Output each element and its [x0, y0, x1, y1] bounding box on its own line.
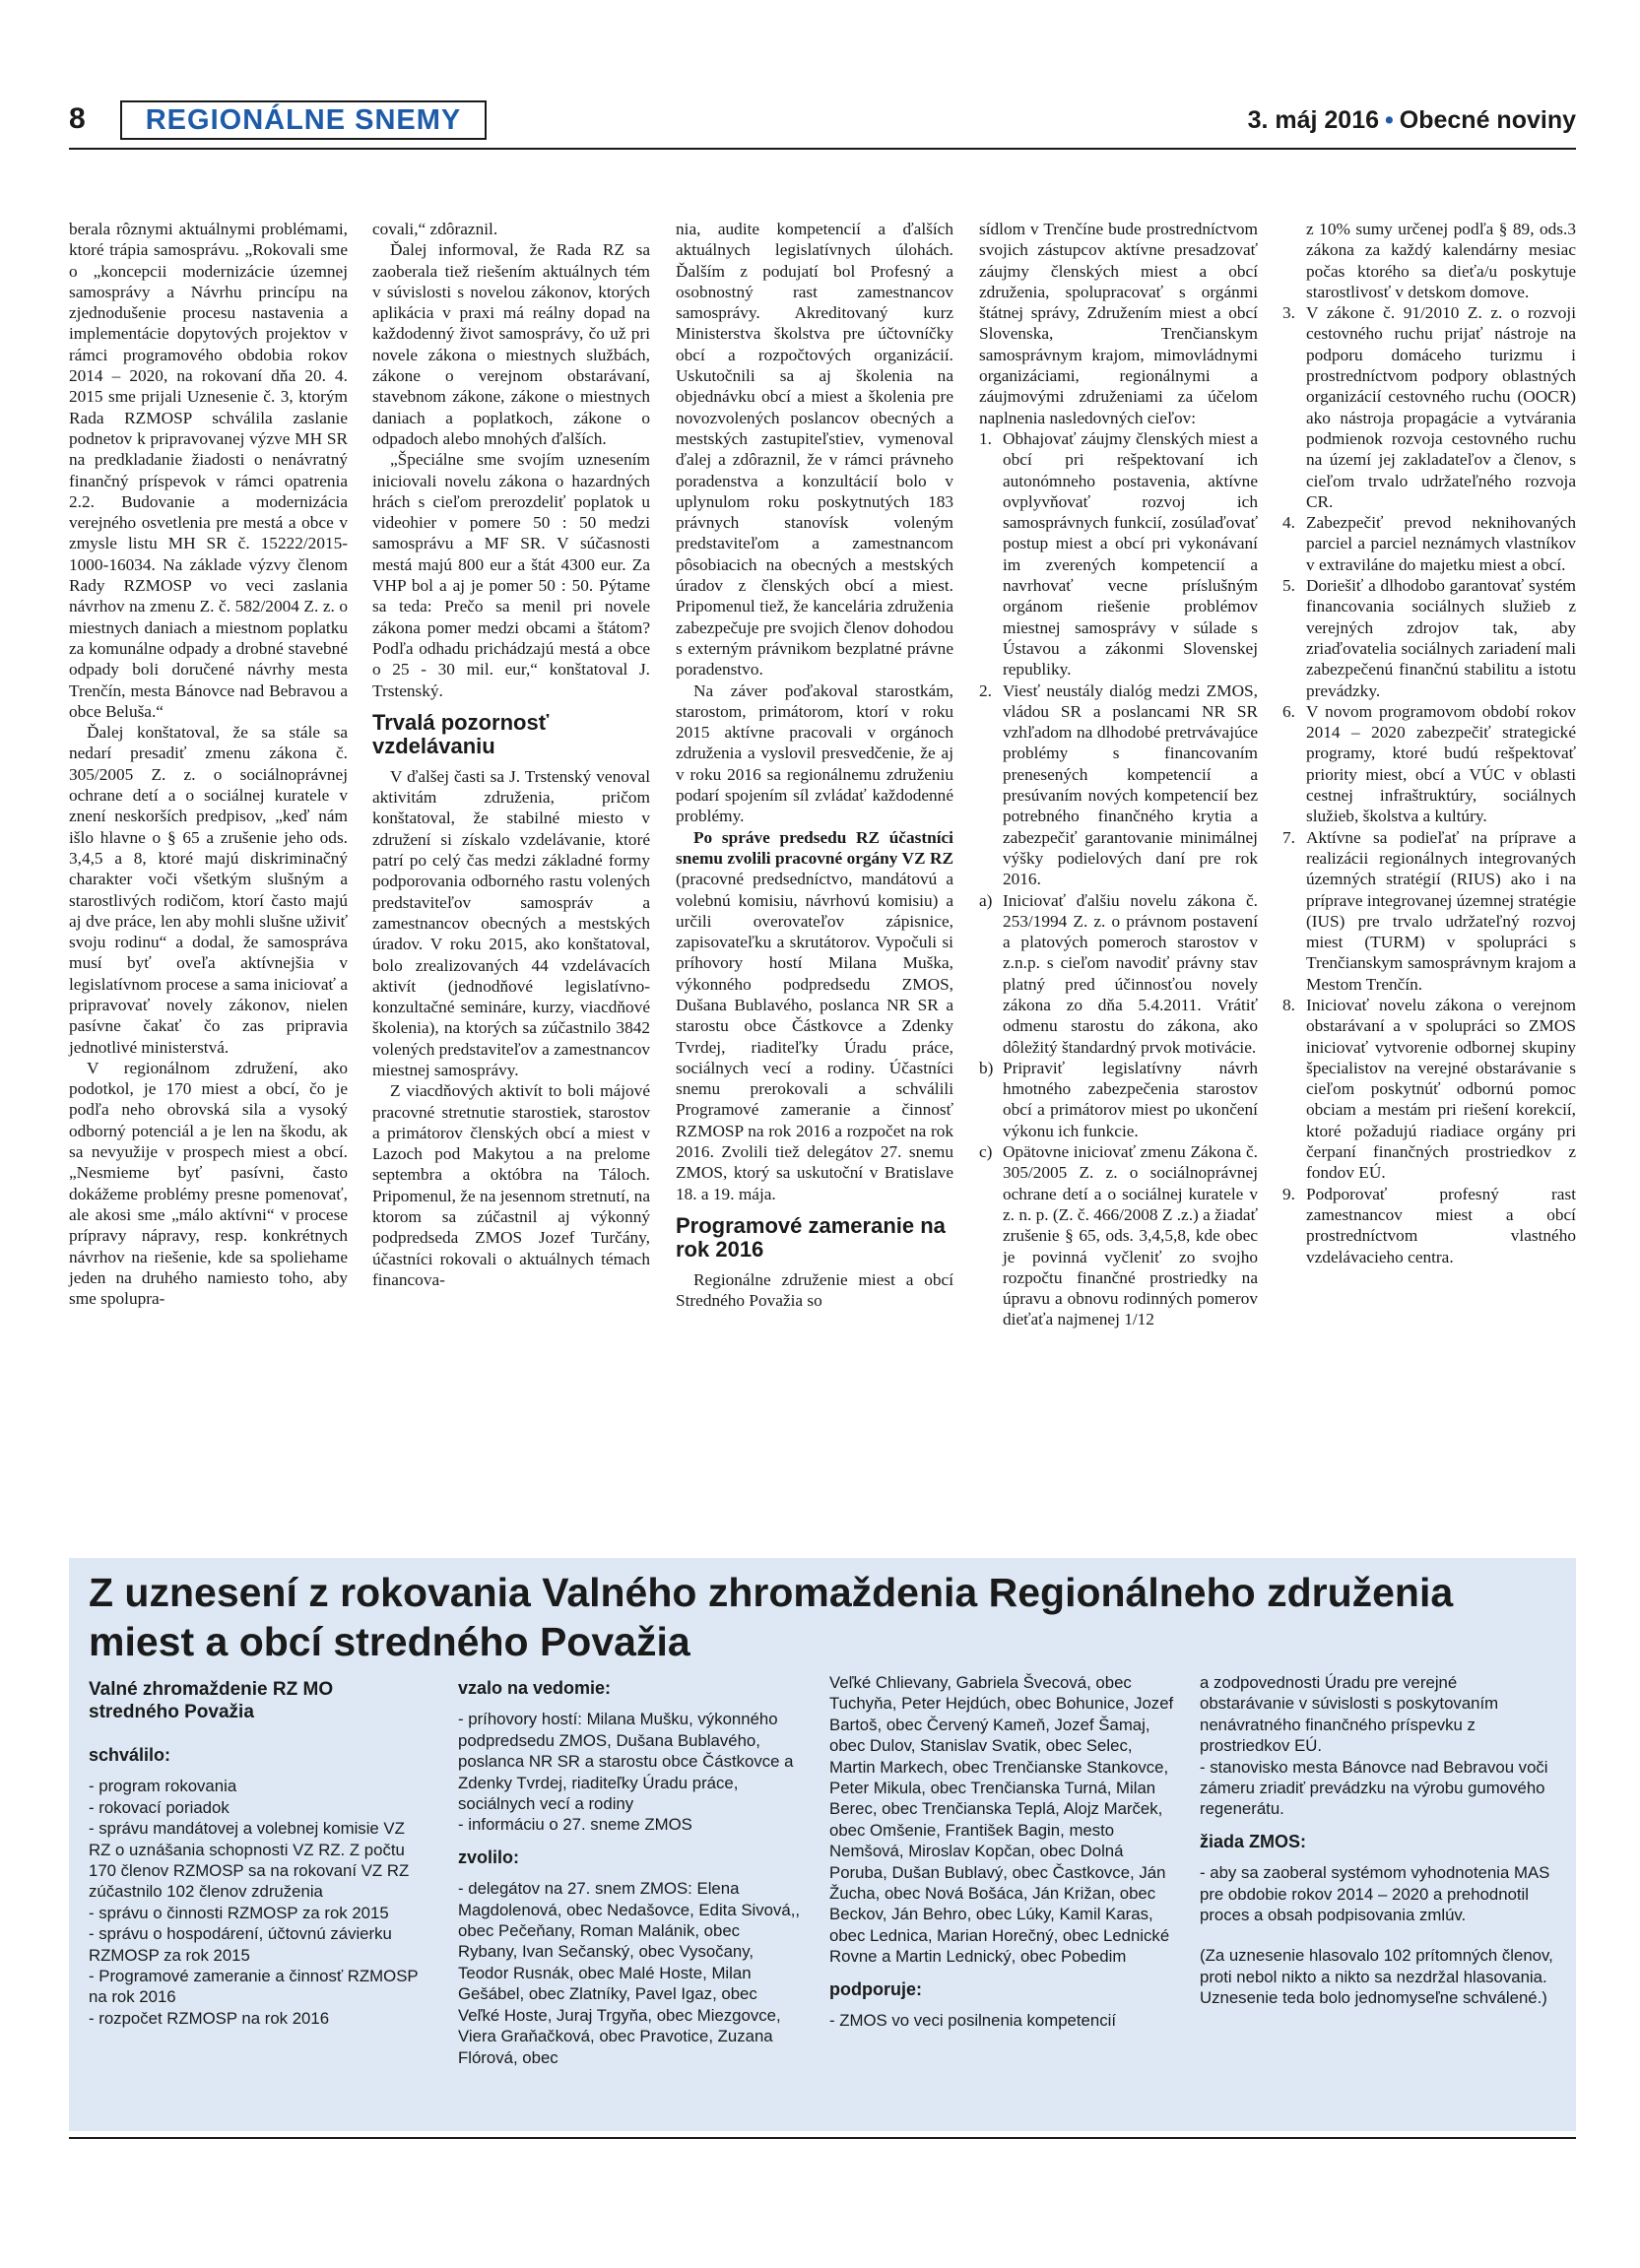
goals-list-continued: [1282, 302, 1576, 1267]
publication-name: Obecné noviny: [1399, 106, 1576, 134]
list-item: [1282, 575, 1576, 701]
list-number: b): [979, 1058, 994, 1077]
elected-heading: zvolilo:: [458, 1847, 519, 1867]
list-item: [979, 428, 1258, 680]
article-paragraph: Ďalej informoval, že Rada RZ sa zaoberala tiež riešením aktuálnych tém v súvislosti s novelou zákonov, ktorých aplikácia v praxi má reálny dopad na každodenný život samosprávy, čo už pri novele zákona o miestnych službách, zákone o verejnom obstarávaní, stavebnom zákone, zákone o miestnych daniach a poplatkoch, zákone o odpadoch alebo mnohých ďalších.: [372, 240, 650, 448]
approved-item: - správu mandátovej a volebnej komisie VZ RZ o uznášania schopnosti VZ RZ. Z počtu 170 členov RZMOSP sa na rokovaní VZ RZ zúčastnilo 102 členov združenia: [89, 1819, 410, 1902]
list-item: [979, 890, 1258, 1058]
approved-item: - správu o hospodárení, účtovnú závierku RZMOSP za rok 2015: [89, 1924, 392, 1965]
elected-item: - delegátov na 27. snem ZMOS: Elena Magdolenová, obec Nedašovce, Edita Sivová,, obec Pečeňany, Roman Malánik, obec Rybany, Ivan Sečanský, obec Vysočany, Teodor Rusnák, obec Malé Hoste, Milan Gešábel, obec Zlatníky, Pavel Igaz, obec Veľké Hoste, Juraj Trgyňa, obec Miezgovce, Viera Graňačková, obec Pravotice, Zuzana Flórová, obec: [458, 1879, 801, 2067]
issue-date-line: [1248, 106, 1576, 135]
approved-item: - Programové zameranie a činnosť RZMOSP na rok 2016: [89, 1967, 419, 2007]
list-text: Iniciovať novelu zákona o verejnom obstarávaní a v spolupráci so ZMOS iniciovať vytvorenie odbornej skupiny špecialistov na verejné obstarávanie s cieľom poskytnúť odbornú pomoc obciam a mestám pri riešení korekcií, ktoré požadujú riadiace orgány pri čerpaní finančných prostriedkov z fondov EÚ.: [1306, 995, 1576, 1183]
vote-note: (Za uznesenie hlasovalo 102 prítomných členov, proti nebol nikto a nikto sa nezdržal hlasovania. Uznesenie teda bolo jednomyseľne schválené.): [1200, 1946, 1553, 2008]
list-text: Zabezpečiť prevod neknihovaných parciel a parciel neznámych vlastníkov v extraviláne do majetku miest a obcí.: [1306, 513, 1576, 574]
article-column-4: [979, 219, 1258, 1330]
issue-date: 3. máj 2016: [1247, 106, 1380, 134]
list-text: Doriešiť a dlhodobo garantovať systém financovania sociálnych služieb z verejných zdrojov tak, aby zriaďovatelia sociálnych zariadení mali zabezpečenú finančnú stabilitu a istotu prevádzky.: [1306, 576, 1576, 700]
page-number: 8: [69, 102, 86, 135]
list-text: V zákone č. 91/2010 Z. z. o rozvoji cestovného ruchu prijať nástroje na podporu domáceho turizmu i prostredníctvom podpory oblastných organizácií cestovného ruchu (OOCR) ako nástroja propagácie a vytvárania podmienok rozvoja cestovného ruchu na území jej zakladateľov a členov, s cieľom trvalo udržateľného rozvoja CR.: [1306, 303, 1576, 511]
article-paragraph: Regionálne združenie miest a obcí Stredného Považia so: [676, 1269, 953, 1311]
noted-item: - príhovory hostí: Milana Mušku, výkonného podpredsedu ZMOS, Dušana Bublavého, poslanca NR SR a starostu obce Částkovce a Zdenky Tvrdej, riaditeľky Úradu práce, sociálnych vecí a rodiny: [458, 1710, 794, 1814]
list-number: 9.: [1282, 1184, 1295, 1203]
list-number: a): [979, 890, 993, 910]
article-paragraph: berala rôznymi aktuálnymi problémami, ktoré trápia samosprávu. „Rokovali sme o „koncepcii modernizácie územnej samosprávy a Návrhu princípu na zjednodušenie procesu nastavenia a implementácie dopytových projektov v rámci programového obdobia rokov 2014 – 2020, na rokovaní dňa 20. 4. 2015 sme prijali Uznesenie č. 3, ktorým Rada RZMOSP schválila zaslanie podnetov k pripravovanej výzve MH SR na predkladanie žiadosti o nenávratný finančný príspevok v rámci opatrenia 2.2. Budovanie a modernizácia verejného osvetlenia pre mestá a obce v zmysle listu MH SR č. 15222/2015-1000-16034. Na základe výzvy členom Rady RZMOSP vo veci zaslania návrhov na zmenu Z. č. 582/2004 Z. z. o miestnych daniach a miestnom poplatku za komunálne odpady a drobné stavebné odpady boli doručené návrhy mesta Trenčín, mesta Bánovce nad Bebravou a obce Beluša.“: [69, 220, 348, 721]
box-column-4: [1200, 1672, 1554, 2009]
approved-heading: schválilo:: [89, 1745, 171, 1765]
article-paragraph: z 10% sumy určenej podľa § 89, ods.3 zákona za každý kalendárny mesiac počas ktorého sa dieťa/u poskytuje starostlivosť v detskom domove.: [1306, 220, 1576, 301]
requests-heading: žiada ZMOS:: [1200, 1831, 1307, 1851]
box-column-3: [829, 1672, 1174, 2032]
article-column-3: [676, 219, 953, 1312]
list-number: 4.: [1282, 513, 1295, 533]
article-paragraph: V ďalšej časti sa J. Trstenský venoval aktivitám združenia, pričom konštatoval, že stabilné miesto v združení si získalo vzdelávanie, ktoré patrí po celý čas medzi základné formy podporovania odborného rastu volených predstaviteľov samospráv a zamestnancov obecných a mestských úradov. V roku 2015, ako konštatoval, bolo zrealizovaných 44 vzdelávacích aktivít (jednodňové legislatívno-konzultačné semináre, kurzy, viacdňové školenia), na ktorých sa zúčastnilo 3842 volených predstaviteľov a zamestnancov miestnej samosprávy.: [372, 766, 650, 1079]
list-item: [1282, 512, 1576, 575]
list-text: Aktívne sa podieľať na príprave a realizácii regionálnych integrovaných územných stratégií (RIUS) ako i na príprave integrovanej územnej stratégie (IUS) pre trvalo udržateľný rozvoj miest (TURM) v spolupráci s Trenčianskym samosprávnym krajom a Mestom Trenčín.: [1306, 827, 1576, 994]
list-text: Pripraviť legislatívny návrh hmotného zabezpečenia starostov obcí a primátorov miest po ukončení výkonu ich funkcie.: [1003, 1058, 1258, 1140]
supports-item: - stanovisko mesta Bánovce nad Bebravou voči zámeru zriadiť prevádzku na výrobu gumového regenerátu.: [1200, 1757, 1548, 1819]
list-text: Obhajovať záujmy členských miest a obcí pri rešpektovaní ich autonómneho postavenia, aktívne ovplyvňovať rozvoj ich samosprávnych funkcií, zosúlaďovať postup miest a obcí pri vykonávaní im zverených kompetencií a navrhovať vecne príslušným orgánom riešenie problémov miestnej samosprávy v súlade s Ústavou a zákonmi Slovenskej republiky.: [1003, 428, 1258, 680]
approved-item: - správu o činnosti RZMOSP za rok 2015: [89, 1903, 389, 1922]
resolutions-title: Z uznesení z rokovania Valného zhromaždenia Regionálneho združenia miest a obcí stredného Považia: [89, 1570, 1454, 1664]
supports-heading: podporuje:: [829, 1978, 922, 1999]
list-text: Viesť neustály dialóg medzi ZMOS, vládou SR a poslancami NR SR vzhľadom na dlhodobé pretrvávajúce problémy s financovaním prenesených kompetencií a presúvaním nových kompetencií bez potrebného finančného krytia a zabezpečiť garantovanie minimálnej výšky podielových daní pre rok 2016.: [1003, 680, 1258, 889]
bold-lead-continuation: (pracovné predsedníctvo, mandátovú a volebnú komisiu, návrhovú komisiu) a určili overovateľov zápisnice, zapisovateľku a skrutátorov. Vypočuli si príhovory hostí Milana Muška, výkonného podpredsedu ZMOS, Dušana Bublavého, poslanca NR SR a starostu obce Částkovce a Zdenky Tvrdej, riaditeľky Úradu práce, sociálnych vecí a rodiny. Účastníci snemu prerokovali a schválili Programové zameranie a činnosť RZMOSP na rok 2016 a rozpočet na rok 2016. Zvolili tiež delegátov 27. snemu ZMOS, ktorý sa uskutoční v Bratislave 18. a 19. mája.: [676, 870, 953, 1203]
list-number: 5.: [1282, 576, 1295, 596]
list-item: [979, 1141, 1258, 1330]
list-item: [1282, 1184, 1576, 1267]
article-paragraph: V regionálnom združení, ako podotkol, je 170 miest a obcí, čo je podľa neho obrovská sila a vysoký odborný potenciál a je len na škodu, ak sa nevyužije v prospech miest a obcí. „Nesmieme byť pasívni, často dokážeme problémy presne pomenovať, ale akosi sme „málo aktívni“ v procese prípravy nápravy, resp. konkrétnych návrhov na riešenie, kde sa spoliehame jeden na druhého namiesto toho, aby sme spolupra-: [69, 1058, 348, 1309]
goals-list: [979, 428, 1258, 1330]
approved-item: - rokovací poriadok: [89, 1797, 230, 1817]
article-paragraph: covali,“ zdôraznil.: [372, 220, 498, 238]
approved-item: - rozpočet RZMOSP na rok 2016: [89, 2008, 330, 2028]
supports-continued: a zodpovednosti Úradu pre verejné obstarávanie v súvislosti s poskytovaním nenávratného finančného príspevku z prostriedkov EÚ.: [1200, 1673, 1499, 1756]
header-rule: [69, 148, 1576, 150]
list-text: Podporovať profesný rast zamestnancov miest a obcí prostredníctvom vlastného vzdelávacieho centra.: [1306, 1184, 1576, 1266]
bold-lead-text: Po správe predsedu RZ účastníci snemu zvolili pracovné orgány VZ RZ: [676, 827, 953, 868]
article-column-5: [1282, 219, 1576, 1267]
list-item: [979, 1058, 1258, 1141]
subheading-education: Trvalá pozornosť vzdelávaniu: [372, 709, 550, 758]
article-paragraph: Na záver poďakoval starostkám, starostom, primátorom, ktorí v roku 2015 aktívne pracovali v orgánoch združenia a vyslovil presvedčenie, že aj v roku 2016 sa regionálnemu združeniu podarí spojením síl zvládať každodenné problémy.: [676, 680, 953, 826]
article-paragraph: nia, audite kompetencií a ďalších aktuálnych legislatívnych úlohách. Ďalším z podujatí bol Profesný a osobnostný rast zamestnancov samosprávy. Akreditovaný kurz Ministerstva školstva pre účtovníčky obcí a rozpočtových organizácií. Uskutočnili sa aj školenia na objednávku obcí a miest a školenia pre novozvolených poslancov obecných a mestských zastupiteľstiev, vymenoval ďalej a zdôraznil, že v rámci právneho poradenstva a konzultácií bolo v uplynulom roku poskytnutých 183 právnych stanovísk voleným predstaviteľom a zamestnancom pôsobiacich na obecných a mestských úradov z členských obcí a miest. Pripomenul tiež, že kancelária združenia zabezpečuje pre svojich členov dohodou s externým právnikom bezplatné právne poradenstvo.: [676, 220, 953, 680]
noted-item: - informáciu o 27. sneme ZMOS: [458, 1815, 692, 1835]
list-number: 6.: [1282, 701, 1295, 721]
list-number: 7.: [1282, 827, 1295, 847]
subheading-program: Programové zameranie na rok 2016: [676, 1212, 946, 1262]
list-item: [1282, 995, 1576, 1184]
list-number: c): [979, 1142, 993, 1162]
list-text: Opätovne iniciovať zmenu Zákona č. 305/2005 Z. z. o sociálnoprávnej ochrane detí a o sociálnej kuratele v z. n. p. (Z. č. 466/2008 Z .z.) a žiadať zrušenie § 65, ods. 3,4,5,8, kde obec je povinná vyčleniť zo svojho rozpočtu finančné prostriedky na úpravu a obnovu rodinných pomerov dieťaťa najmenej 1/12: [1003, 1142, 1258, 1329]
requests-item: - aby sa zaoberal systémom vyhodnotenia MAS pre obdobie rokov 2014 – 2020 a prehodnotil proces a obsah podpisovania zmlúv.: [1200, 1863, 1550, 1925]
supports-item: - ZMOS vo veci posilnenia kompetencií: [829, 2011, 1116, 2031]
footer-rule: [69, 2137, 1576, 2139]
box-column-2: [458, 1672, 803, 2068]
article-column-1: [69, 219, 348, 1309]
article-paragraph-bold-lead: [676, 827, 953, 1204]
list-number: 3.: [1282, 303, 1295, 323]
article-paragraph: Z viacdňových aktivít to boli májové pracovné stretnutie starostiek, starostov a primátorov členských obcí a miest v Lazoch pod Makytou a na prelome septembra a októbra na Táloch. Pripomenul, že na jesennom stretnutí, na ktorom sa zúčastnil aj výkonný podpredseda ZMOS Jozef Turčány, účastníci rokovali o aktuálnych témach financova-: [372, 1081, 650, 1289]
assembly-heading: Valné zhromaždenie RZ MO stredného Považia: [89, 1679, 334, 1722]
noted-heading: vzalo na vedomie:: [458, 1678, 612, 1698]
article-column-2: [372, 219, 650, 1290]
box-column-1: [89, 1672, 428, 2029]
separator-dot: •: [1385, 106, 1394, 134]
list-item: [1282, 827, 1576, 995]
list-text: Iniciovať ďalšiu novelu zákona č. 253/1994 Z. z. o právnom postavení a platových pomeroch starostov v z.n.p. s cieľom navodiť právny stav platný pred účinnosťou novely zákona zo dňa 5.4.2011. Vrátiť odmenu starostu do zákona, ako dôležitý štandardný prvok motivácie.: [1003, 890, 1258, 1057]
article-paragraph: Ďalej konštatoval, že sa stále sa nedarí presadiť zmenu zákona č. 305/2005 Z. z. o sociálnoprávnej ochrane detí a o sociálnej kuratele v znení neskorších predpisov, „keď nám išlo hlavne o § 65 a zrušenie jeho ods. 3,4,5 a 8, ktoré majú diskriminačný charakter voči všetkým slušným a starostlivých rodičom, ktorí často majú aj dve práce, len aby mohli slušne uživiť svoju rodinu“ a dodal, že samospráva musí byť oveľa aktívnejšia v legislatívnom procese a sama iniciovať a pripravovať novely zákonov, nielen pasívne čakať čo zas pripravia jednotlivé ministerstvá.: [69, 723, 348, 1057]
article-paragraph: sídlom v Trenčíne bude prostredníctvom svojich zástupcov aktívne presadzovať záujmy členských miest a obcí združenia, spolupracovať s orgánmi štátnej správy, Združením miest a obcí Slovenska, Trenčianskym samosprávnym krajom, mimovládnymi organizáciami, regionálnymi a záujmovými združeniami za účelom naplnenia nasledovných cieľov:: [979, 220, 1258, 427]
list-text: V novom programovom období rokov 2014 – 2020 zabezpečiť strategické programy, ktoré budú rešpektovať priority miest, obcí a VÚC v oblasti cestnej infraštruktúry, sociálnych služieb, školstva a kultúry.: [1306, 701, 1576, 826]
list-item: [1282, 302, 1576, 512]
list-number: 2.: [979, 680, 992, 700]
section-title: REGIONÁLNE SNEMY: [120, 100, 487, 140]
page-header: [69, 98, 1576, 142]
delegates-continued: Veľké Chlievany, Gabriela Švecová, obec Tuchyňa, Peter Hejdúch, obec Bohunice, Jozef Bartoš, obec Červený Kameň, Jozef Šamaj, obec Dulov, Stanislav Svatik, obec Selec, Martin Markech, obec Trenčianske Stankovce, Peter Mikula, obec Trenčianska Turná, Milan Berec, obec Trenčianska Teplá, Alojz Marček, obec Omšenie, František Bagin, mesto Nemšová, Miroslav Kopčan, obec Dolná Poruba, Dušan Bublavý, obec Častkovce, Ján Žucha, obec Nová Bošáca, Ján Križan, obec Beckov, Ján Behro, obec Lúky, Kamil Karas, obec Lednica, Marian Horečný, obec Lednické Rovne a Martin Lednický, obec Pobedim: [829, 1673, 1174, 1967]
list-number: 8.: [1282, 995, 1295, 1014]
list-number: 1.: [979, 428, 992, 448]
list-item: [1282, 701, 1576, 827]
article-paragraph: „Špeciálne sme svojím uznesením iniciovali novelu zákona o hazardných hrách s cieľom prerozdeliť poplatok u videohier v pomere 50 : 50 medzi samosprávu a MF SR. V súčasnosti mestá majú 800 eur a štát 4300 eur. Za VHP bol a aj je pomer 50 : 50. Pýtame sa teda: Prečo sa menil pri novele zákona pomer medzi obcami a štátom? Podľa odhadu prichádzajú mestá a obce o 25 - 30 mil. eur,“ konštatoval J. Trstenský.: [372, 450, 650, 700]
approved-item: - program rokovania: [89, 1777, 237, 1796]
list-item: [979, 680, 1258, 890]
